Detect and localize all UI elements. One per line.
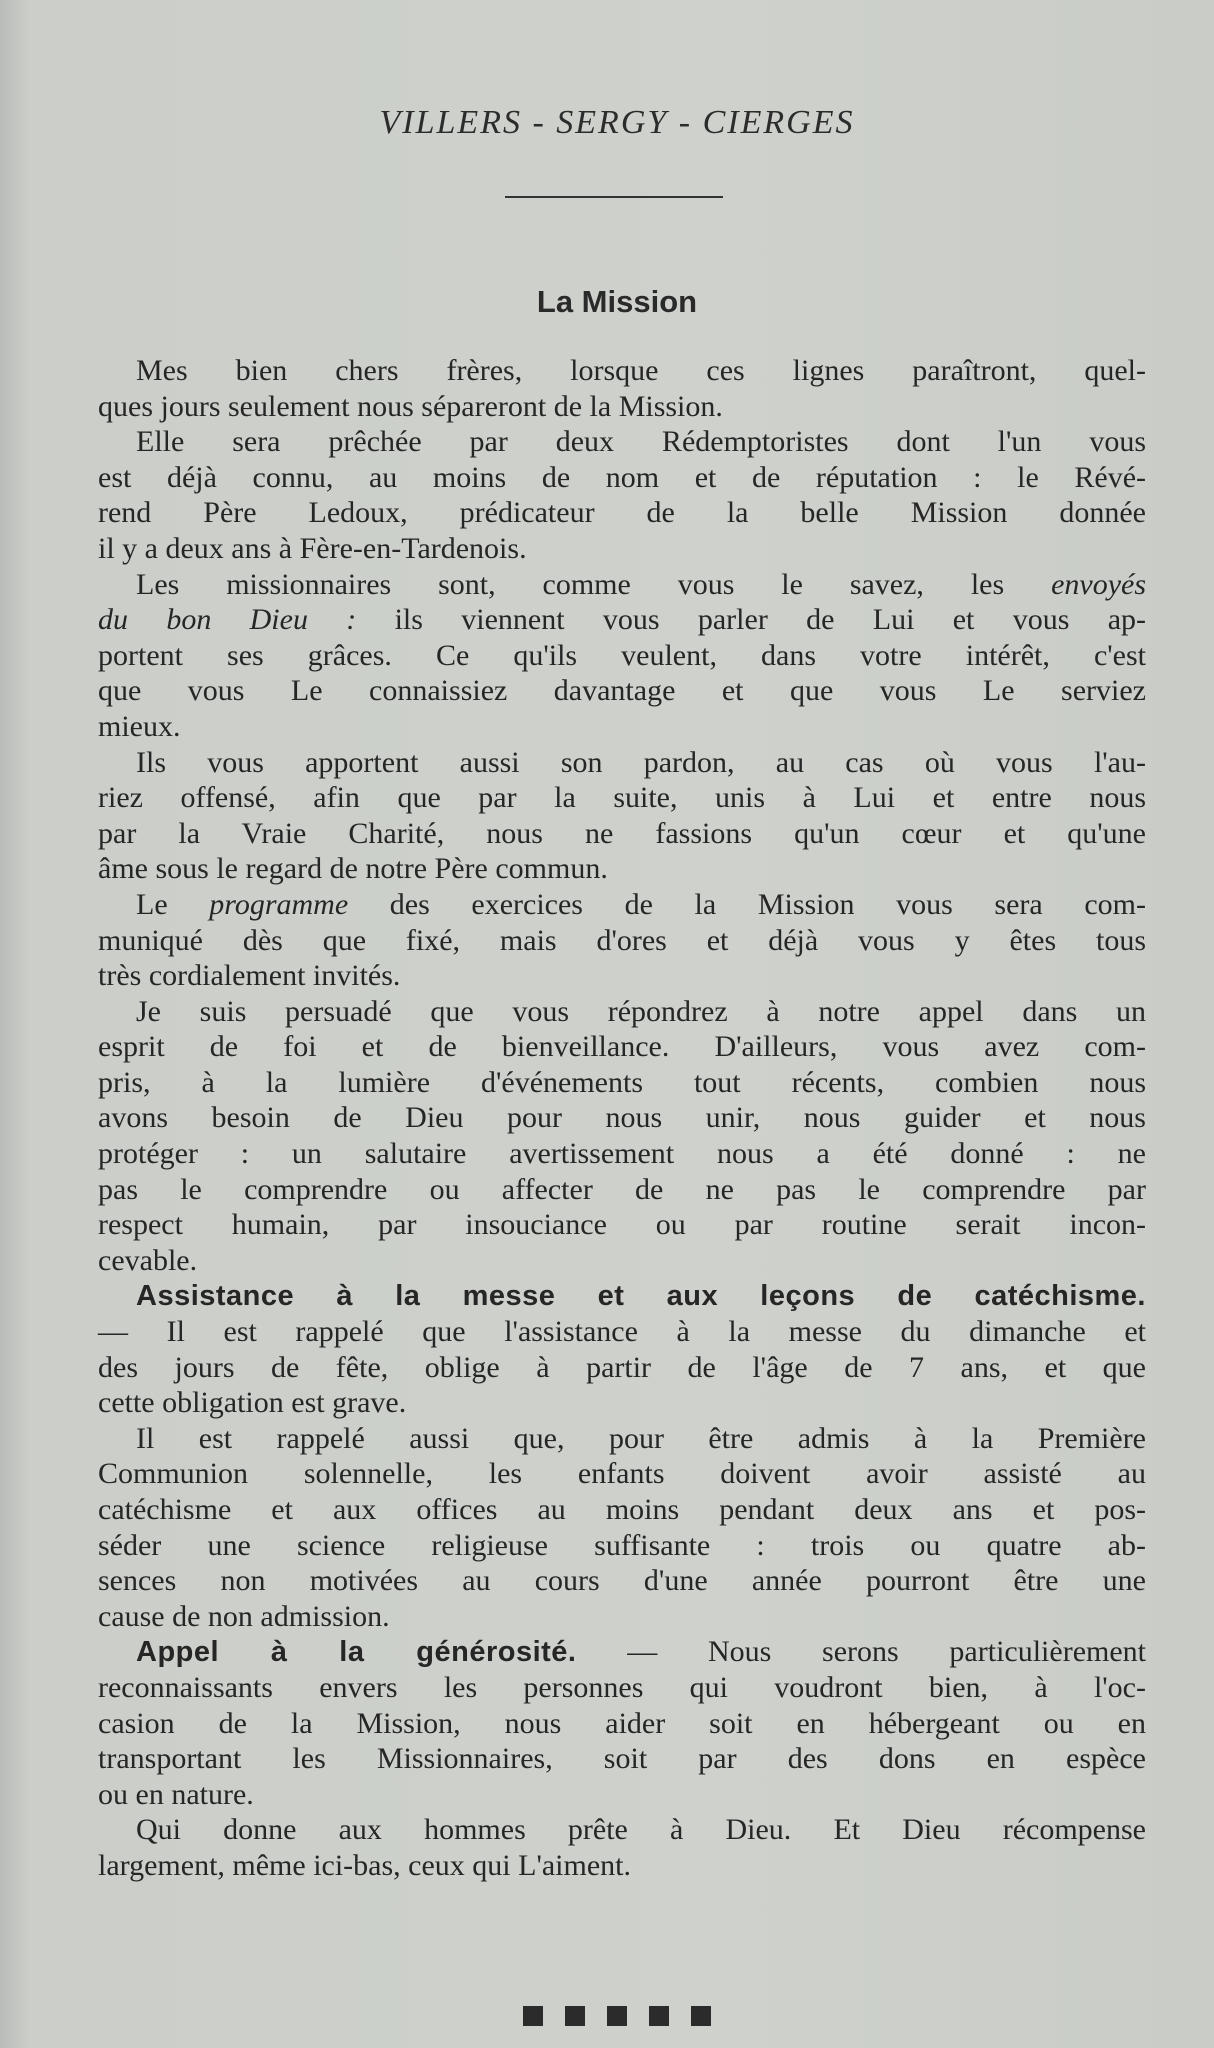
paragraph — [98, 1421, 1146, 1635]
text-line: ques jours seulement nous sépareront de la Mission. — [98, 389, 723, 423]
text-line: portent ses grâces. Ce qu'ils veulent, dans votre intérêt, c'est — [98, 638, 1146, 672]
text-line: sences non motivées au cours d'une année pourront être une — [98, 1564, 1146, 1598]
paragraph — [98, 994, 1146, 1279]
square-ornament-icon — [691, 2006, 711, 2026]
paragraph — [98, 1278, 1146, 1420]
text-line: pris, à la lumière d'événements tout récents, combien nous — [98, 1065, 1146, 1099]
text-line: catéchisme et aux offices au moins pendant deux ans et pos- — [98, 1493, 1146, 1526]
square-ornament-icon — [649, 2006, 669, 2026]
text-line: âme sous le regard de notre Père commun. — [98, 852, 608, 886]
text-line: Mes bien chers frères, lorsque ces lignes paraîtront, quel- — [136, 354, 1146, 387]
paragraph — [98, 1634, 1146, 1812]
text-segment: — Nous serons particulièrement — [576, 1635, 1147, 1669]
text-line: Communion solennelle, les enfants doivent avoir assisté au — [98, 1457, 1146, 1491]
text-line: mieux. — [98, 709, 181, 743]
bold-lead-in: Appel à la générosité. — [136, 1636, 577, 1669]
text-line: Ils vous apportent aussi son pardon, au cas où vous l'au- — [136, 745, 1146, 779]
text-line — [98, 887, 1146, 923]
text-line: muniqué dès que fixé, mais d'ores et déjà vous y êtes tous — [98, 923, 1146, 957]
bold-lead-in: Assistance à la messe et aux leçons de catéchisme. — [136, 1280, 1146, 1313]
square-ornament-icon — [607, 2006, 627, 2026]
text-line: cette obligation est grave. — [98, 1386, 407, 1420]
text-line: Il est rappelé aussi que, pour être admis à la Première — [136, 1421, 1146, 1455]
text-line: riez offensé, afin que par la suite, unis à Lui et entre nous — [98, 781, 1146, 815]
text-line: — Il est rappelé que l'assistance à la messe du dimanche et — [98, 1315, 1146, 1349]
text-segment: ils viennent vous parler de Lui et vous ap- — [356, 603, 1146, 637]
text-segment: Les missionnaires sont, comme vous le savez, les — [136, 567, 1052, 601]
paragraph — [98, 1812, 1146, 1883]
text-line: par la Vraie Charité, nous ne fassions qu'un cœur et qu'une — [98, 816, 1146, 850]
text-line — [98, 602, 1146, 638]
italic-text: envoyés — [1051, 567, 1146, 601]
text-line: Qui donne aux hommes prête à Dieu. Et Dieu récompense — [136, 1813, 1146, 1847]
italic-text: programme — [209, 887, 349, 921]
parish-title: VILLERS - SERGY - CIERGES — [379, 104, 855, 141]
text-line: rend Père Ledoux, prédicateur de la belle Mission donnée — [98, 496, 1146, 530]
text-line: que vous Le connaissiez davantage et que vous Le serviez — [98, 674, 1146, 708]
text-line: Je suis persuadé que vous répondrez à notre appel dans un — [136, 994, 1146, 1028]
text-line: transportant les Missionnaires, soit par des dons en espèce — [98, 1742, 1146, 1776]
paragraph — [98, 424, 1146, 566]
text-line: des jours de fête, oblige à partir de l'âge de 7 ans, et que — [98, 1350, 1146, 1384]
paragraph — [98, 353, 1146, 424]
text-line: Elle sera prêchée par deux Rédemptoristes dont l'un vous — [136, 425, 1146, 459]
text-line: pas le comprendre ou affecter de ne pas le comprendre par — [98, 1172, 1146, 1206]
title-divider — [505, 196, 723, 198]
paragraph — [98, 567, 1146, 745]
text-line: esprit de foi et de bienveillance. D'ailleurs, vous avez com- — [98, 1030, 1146, 1064]
text-line: séder une science religieuse suffisante : trois ou quatre ab- — [98, 1528, 1146, 1562]
text-line: largement, même ici-bas, ceux qui L'aiment. — [98, 1848, 631, 1882]
footer-ornament — [523, 2006, 711, 2026]
text-line: cause de non admission. — [98, 1599, 390, 1633]
paragraph — [98, 887, 1146, 994]
paragraph — [98, 745, 1146, 887]
text-line: protéger : un salutaire avertissement nous a été donné : ne — [98, 1137, 1146, 1171]
text-segment: Le — [136, 887, 210, 921]
italic-text: du bon Dieu : — [98, 603, 357, 637]
text-line — [98, 1278, 1146, 1314]
text-line: il y a deux ans à Fère-en-Tardenois. — [98, 531, 527, 565]
text-line: reconnaissants envers les personnes qui voudront bien, à l'oc- — [98, 1670, 1146, 1704]
text-line — [98, 567, 1146, 603]
text-line: est déjà connu, au moins de nom et de réputation : le Révé- — [98, 460, 1146, 494]
article-body — [98, 353, 1146, 1884]
text-line: ou en nature. — [98, 1777, 254, 1811]
text-line: casion de la Mission, nous aider soit en hébergeant ou en — [98, 1706, 1146, 1740]
text-line: cevable. — [98, 1243, 198, 1277]
text-line: très cordialement invités. — [98, 959, 401, 993]
section-heading: La Mission — [536, 284, 698, 319]
text-line: respect humain, par insouciance ou par routine serait incon- — [98, 1208, 1146, 1242]
text-line: avons besoin de Dieu pour nous unir, nous guider et nous — [98, 1101, 1146, 1135]
text-line — [98, 1634, 1146, 1670]
text-segment: des exercices de la Mission vous sera com- — [348, 887, 1146, 921]
square-ornament-icon — [565, 2006, 585, 2026]
square-ornament-icon — [523, 2006, 543, 2026]
